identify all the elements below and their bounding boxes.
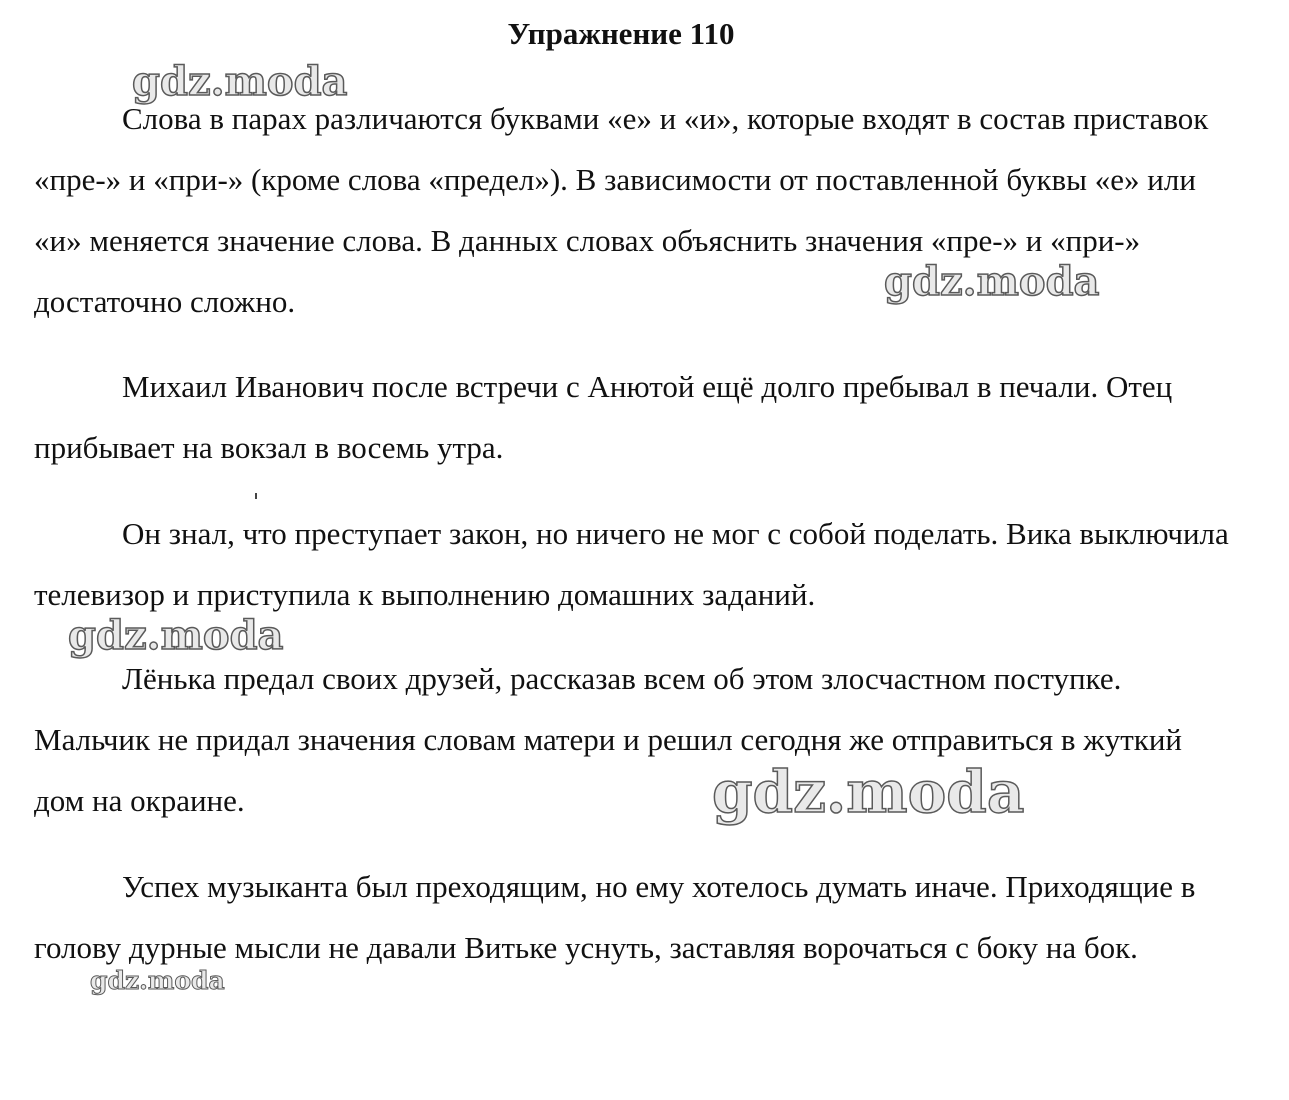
paragraph-2-text: Михаил Иванович после встречи с Анютой ещё долго пребывал в печали. Отец прибывает на вокзал в восемь утра. (34, 369, 1173, 465)
watermark-2: gdz.moda (884, 258, 1100, 305)
paragraph-1-text: Слова в парах различаются буквами «е» и «и», которые входят в состав приставок «пре-» и «при-» (кроме слова «предел»). В зависимости от поставленной буквы «е» или «и» меняется значение слова. В данных словах объяснить значения «пре-» и «при-» достаточно сложно. (34, 101, 1209, 319)
watermark-1: gdz.moda (132, 58, 348, 105)
watermark-4: gdz.moda (712, 758, 1025, 826)
paragraph-2 (34, 356, 1234, 478)
watermark-3: gdz.moda (68, 612, 284, 659)
scan-mark (255, 493, 257, 499)
watermark-5: gdz.moda (90, 966, 225, 995)
paragraph-3 (34, 503, 1234, 625)
paragraph-1 (34, 88, 1234, 332)
paragraph-4-text: Лёнька предал своих друзей, рассказав всем об этом злосчастном поступке. Мальчик не придал значения словам матери и решил сегодня же отправиться в жуткий дом на окраине. (34, 661, 1182, 818)
paragraph-4 (34, 648, 1234, 831)
paragraph-5-text: Успех музыканта был преходящим, но ему хотелось думать иначе. Приходящие в голову дурные мысли не давали Витьке уснуть, заставляя ворочаться с боку на бок. (34, 869, 1196, 965)
paragraph-5 (34, 856, 1234, 978)
paragraph-3-text: Он знал, что преступает закон, но ничего не мог с собой поделать. Вика выключила телевизор и приступила к выполнению домашних заданий. (34, 516, 1229, 612)
exercise-title: Упражнение 110 (507, 16, 735, 51)
